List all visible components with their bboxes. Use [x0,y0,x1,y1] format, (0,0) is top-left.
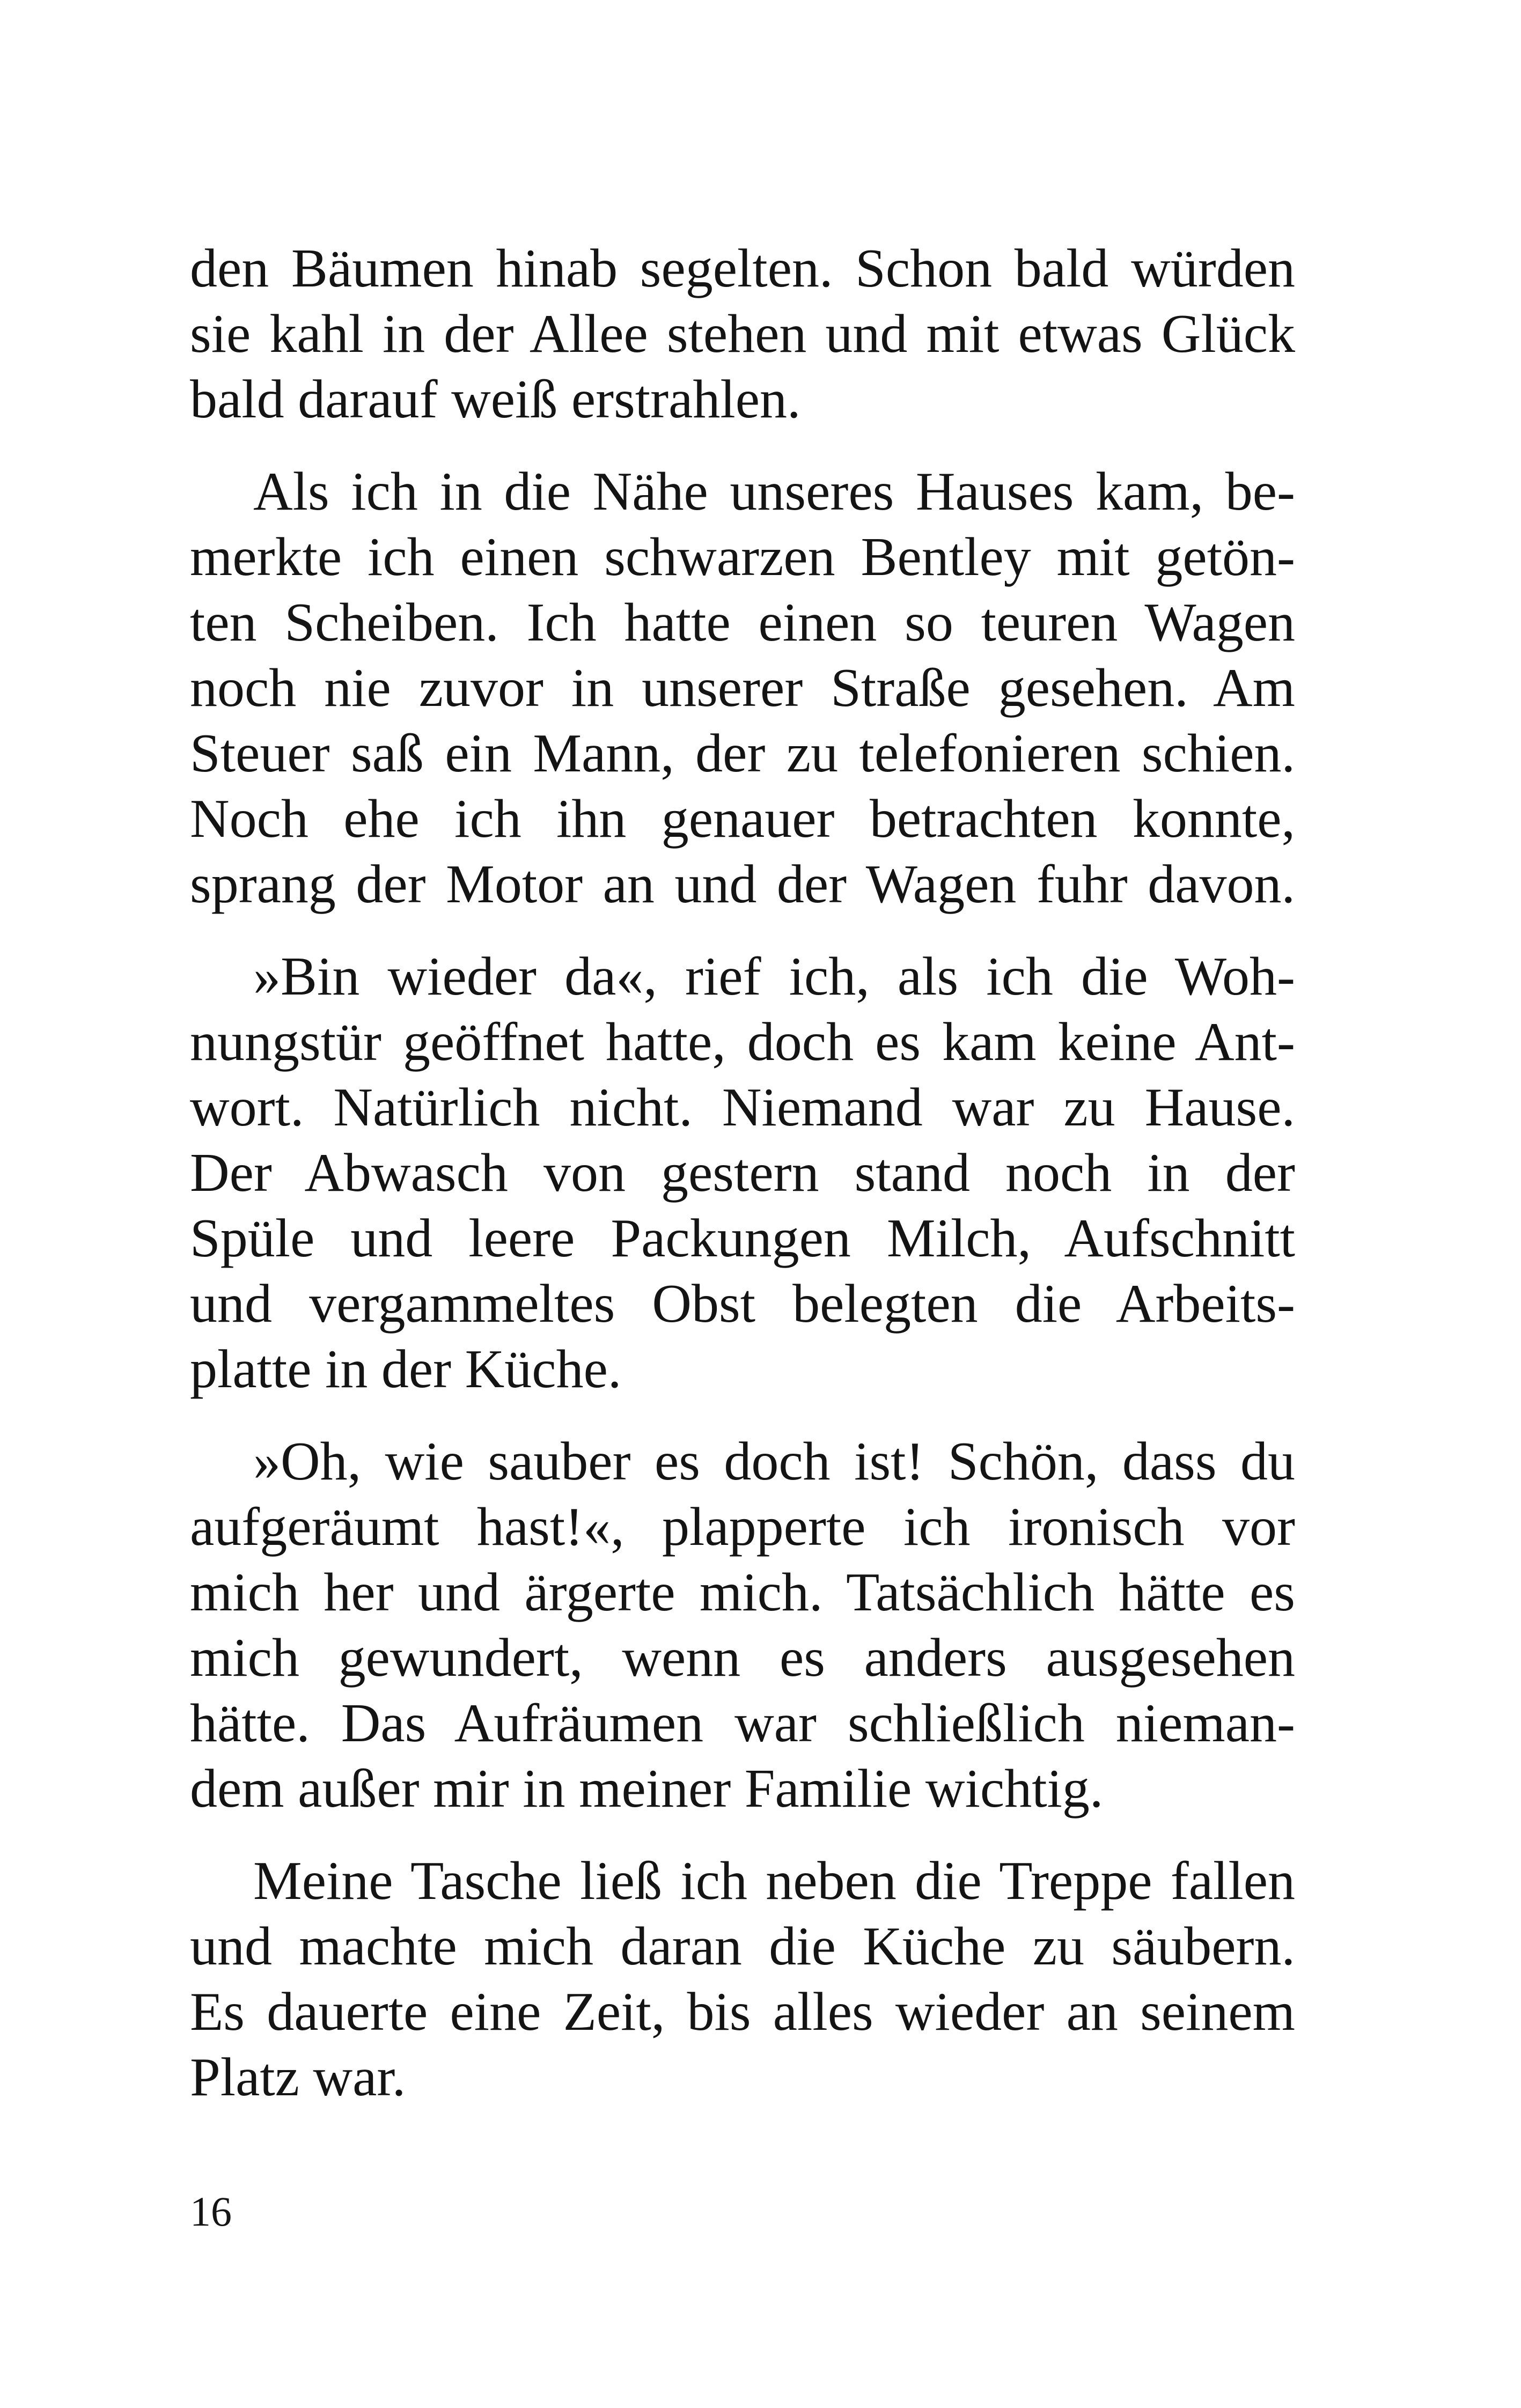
paragraph-1 [190,236,1295,432]
text-line: ten Scheiben. Ich hatte einen so teuren Wagen [190,592,1295,653]
text-line: noch nie zuvor in unserer Straße gesehen. Am [190,658,1295,718]
text-line: platte in der Küche. [190,1339,622,1400]
text-line: mich her und ärgerte mich. Tatsächlich hätte es [190,1562,1295,1623]
text-line: sprang der Motor an und der Wagen fuhr davon. [190,854,1295,915]
text-line: Es dauerte eine Zeit, bis alles wieder an seinem [190,1982,1295,2042]
text-line: Platz war. [190,2047,406,2108]
text-line: Noch ehe ich ihn genauer betrachten konnte, [190,789,1295,849]
text-line: sie kahl in der Allee stehen und mit etwas Glück [190,304,1295,364]
paragraph-5 [190,1849,1295,2110]
text-line: Der Abwasch von gestern stand noch in der [190,1143,1295,1203]
text-line: merkte ich einen schwarzen Bentley mit getön- [190,527,1295,587]
text-line: Spüle und leere Packungen Milch, Aufschnitt [190,1208,1295,1269]
text-line: »Bin wieder da«, rief ich, als ich die Woh- [253,946,1295,1007]
text-line: und machte mich daran die Küche zu säubern. [190,1916,1295,1977]
text-line: und vergammeltes Obst belegten die Arbeits- [190,1273,1295,1334]
paragraph-4 [190,1429,1295,1822]
text-line: nungstür geöffnet hatte, doch es kam keine Ant- [190,1012,1295,1072]
text-line: hätte. Das Aufräumen war schließlich nieman- [190,1693,1295,1754]
text-line: Als ich in die Nähe unseres Hauses kam, be- [253,461,1295,522]
text-line: Steuer saß ein Mann, der zu telefonieren schien. [190,723,1295,784]
text-line: wort. Natürlich nicht. Niemand war zu Hause. [190,1077,1295,1138]
text-line: den Bäumen hinab segelten. Schon bald würden [190,238,1295,299]
text-line: bald darauf weiß erstrahlen. [190,369,801,430]
body-text [190,236,1295,2137]
page-number: 16 [190,2188,232,2235]
text-line: mich gewundert, wenn es anders ausgesehen [190,1628,1295,1688]
text-line: dem außer mir in meiner Familie wichtig. [190,1758,1104,1819]
text-line: »Oh, wie sauber es doch ist! Schön, dass du [253,1431,1295,1492]
paragraph-3 [190,944,1295,1402]
text-line: aufgeräumt hast!«, plapperte ich ironisch vor [190,1497,1295,1557]
text-line: Meine Tasche ließ ich neben die Treppe fallen [253,1851,1295,1911]
paragraph-2 [190,459,1295,917]
